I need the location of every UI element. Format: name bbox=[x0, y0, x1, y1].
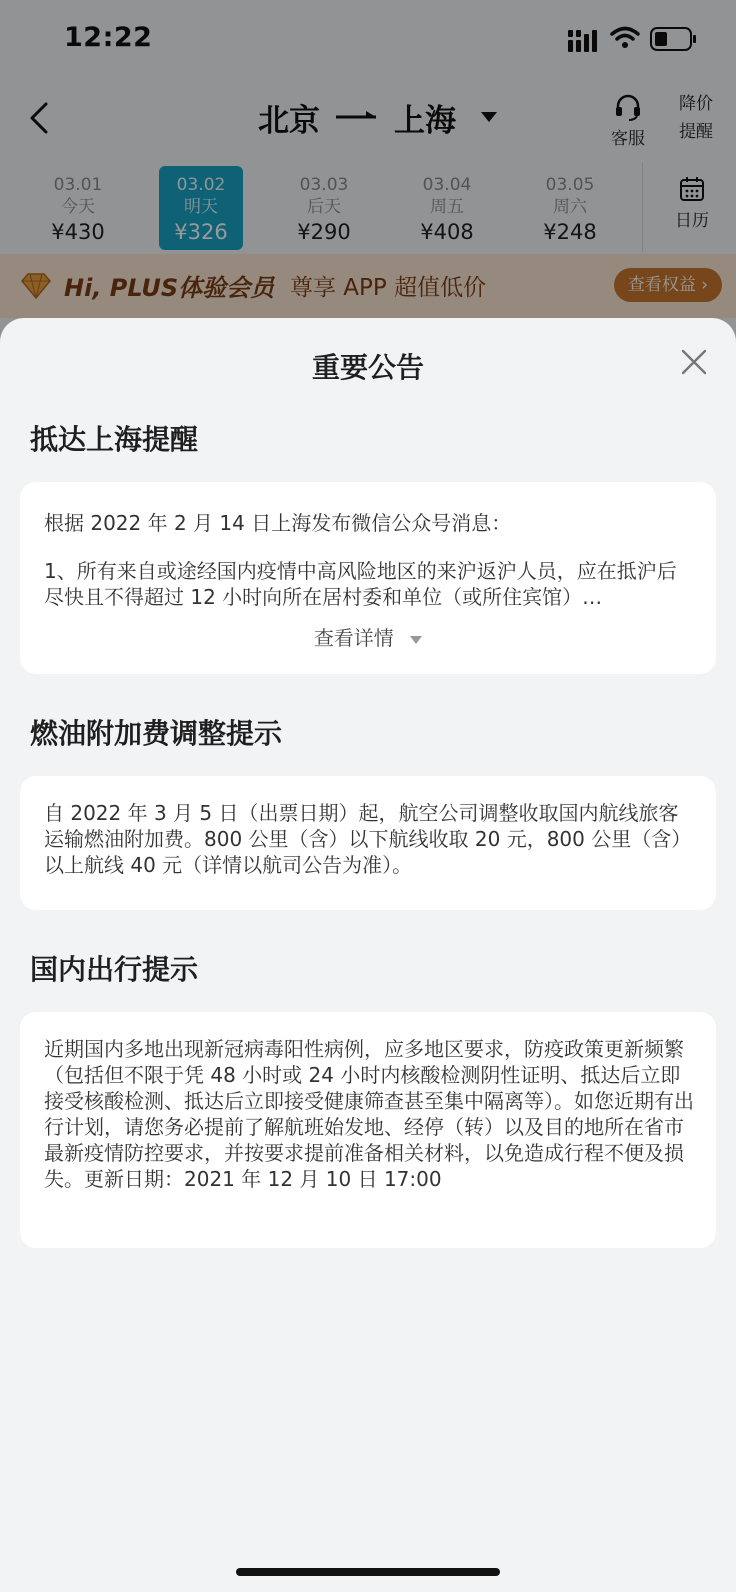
date-label: 03.05 bbox=[545, 175, 595, 195]
view-details-label: 查看详情 bbox=[313, 626, 394, 650]
price-alert-label-1: 降价 bbox=[679, 94, 713, 114]
date-label: 03.01 bbox=[53, 175, 103, 195]
plus-title: Hi, PLUS体验会员 bbox=[64, 274, 275, 302]
date-price: ¥326 bbox=[174, 220, 228, 244]
notice-body: 近期国内多地出现新冠病毒阳性病例，应多地区要求，防疫政策更新频繁（包括但不限于凭 48 小时或 24 小时内核酸检测阴性证明、抵达后立即接受核酸检测、抵达后立即接受健康筛查甚至集中隔离等）。如您近期有出行计划，请您务必提前了解航班始发地、经停（转）以及目的地所在省市最新疫情防控要求，并按要求提前准备相关材料，以免造成行程不便及损失。更新日期：2021 年 12 月 10 日 17:00 bbox=[44, 1037, 694, 1191]
weekday-label: 明天 bbox=[184, 197, 218, 217]
destination-city: 上海 bbox=[394, 102, 456, 139]
section-title-domestic: 国内出行提示 bbox=[30, 953, 199, 986]
sheet-title: 重要公告 bbox=[311, 351, 424, 384]
date-price: ¥290 bbox=[297, 220, 351, 244]
notice-card-shanghai bbox=[20, 482, 716, 674]
notice-card-domestic bbox=[20, 1012, 716, 1248]
date-label: 03.03 bbox=[299, 175, 349, 195]
customer-service-label: 客服 bbox=[611, 129, 645, 149]
plus-subtitle: 尊享 APP 超值低价 bbox=[290, 275, 487, 301]
calendar-label: 日历 bbox=[675, 211, 709, 231]
notice-intro: 根据 2022 年 2 月 14 日上海发布微信公众号消息： bbox=[44, 511, 512, 535]
notice-body: 1、所有来自或途经国内疫情中高风险地区的来沪返沪人员，应在抵沪后尽快且不得超过 12 小时向所在居村委和单位（或所住宾馆）… bbox=[44, 559, 677, 609]
date-price: ¥248 bbox=[543, 220, 597, 244]
date-price: ¥430 bbox=[51, 220, 105, 244]
section-title-shanghai: 抵达上海提醒 bbox=[30, 423, 199, 456]
weekday-label: 后天 bbox=[307, 197, 341, 217]
section-title-fuel: 燃油附加费调整提示 bbox=[30, 717, 283, 750]
notice-sheet bbox=[0, 318, 736, 1592]
date-price: ¥408 bbox=[420, 220, 474, 244]
home-indicator[interactable] bbox=[236, 1568, 500, 1576]
price-alert-label-2: 提醒 bbox=[679, 122, 713, 142]
origin-city: 北京 bbox=[258, 102, 320, 139]
weekday-label: 周五 bbox=[430, 197, 464, 217]
view-benefits-button[interactable]: 查看权益 › bbox=[614, 268, 722, 302]
status-time: 12:22 bbox=[64, 22, 153, 53]
notice-card-fuel bbox=[20, 776, 716, 910]
date-label: 03.02 bbox=[176, 175, 226, 195]
close-icon[interactable] bbox=[680, 348, 708, 376]
date-label: 03.04 bbox=[422, 175, 472, 195]
weekday-label: 今天 bbox=[61, 197, 95, 217]
weekday-label: 周六 bbox=[553, 197, 587, 217]
chevron-down-icon bbox=[410, 636, 422, 644]
notice-body: 自 2022 年 3 月 5 日（出票日期）起，航空公司调整收取国内航线旅客运输燃油附加费。800 公里（含）以下航线收取 20 元，800 公里（含）以上航线 40 元（详情以航司公告为准）。 bbox=[44, 801, 692, 877]
view-details-link[interactable] bbox=[20, 622, 716, 651]
